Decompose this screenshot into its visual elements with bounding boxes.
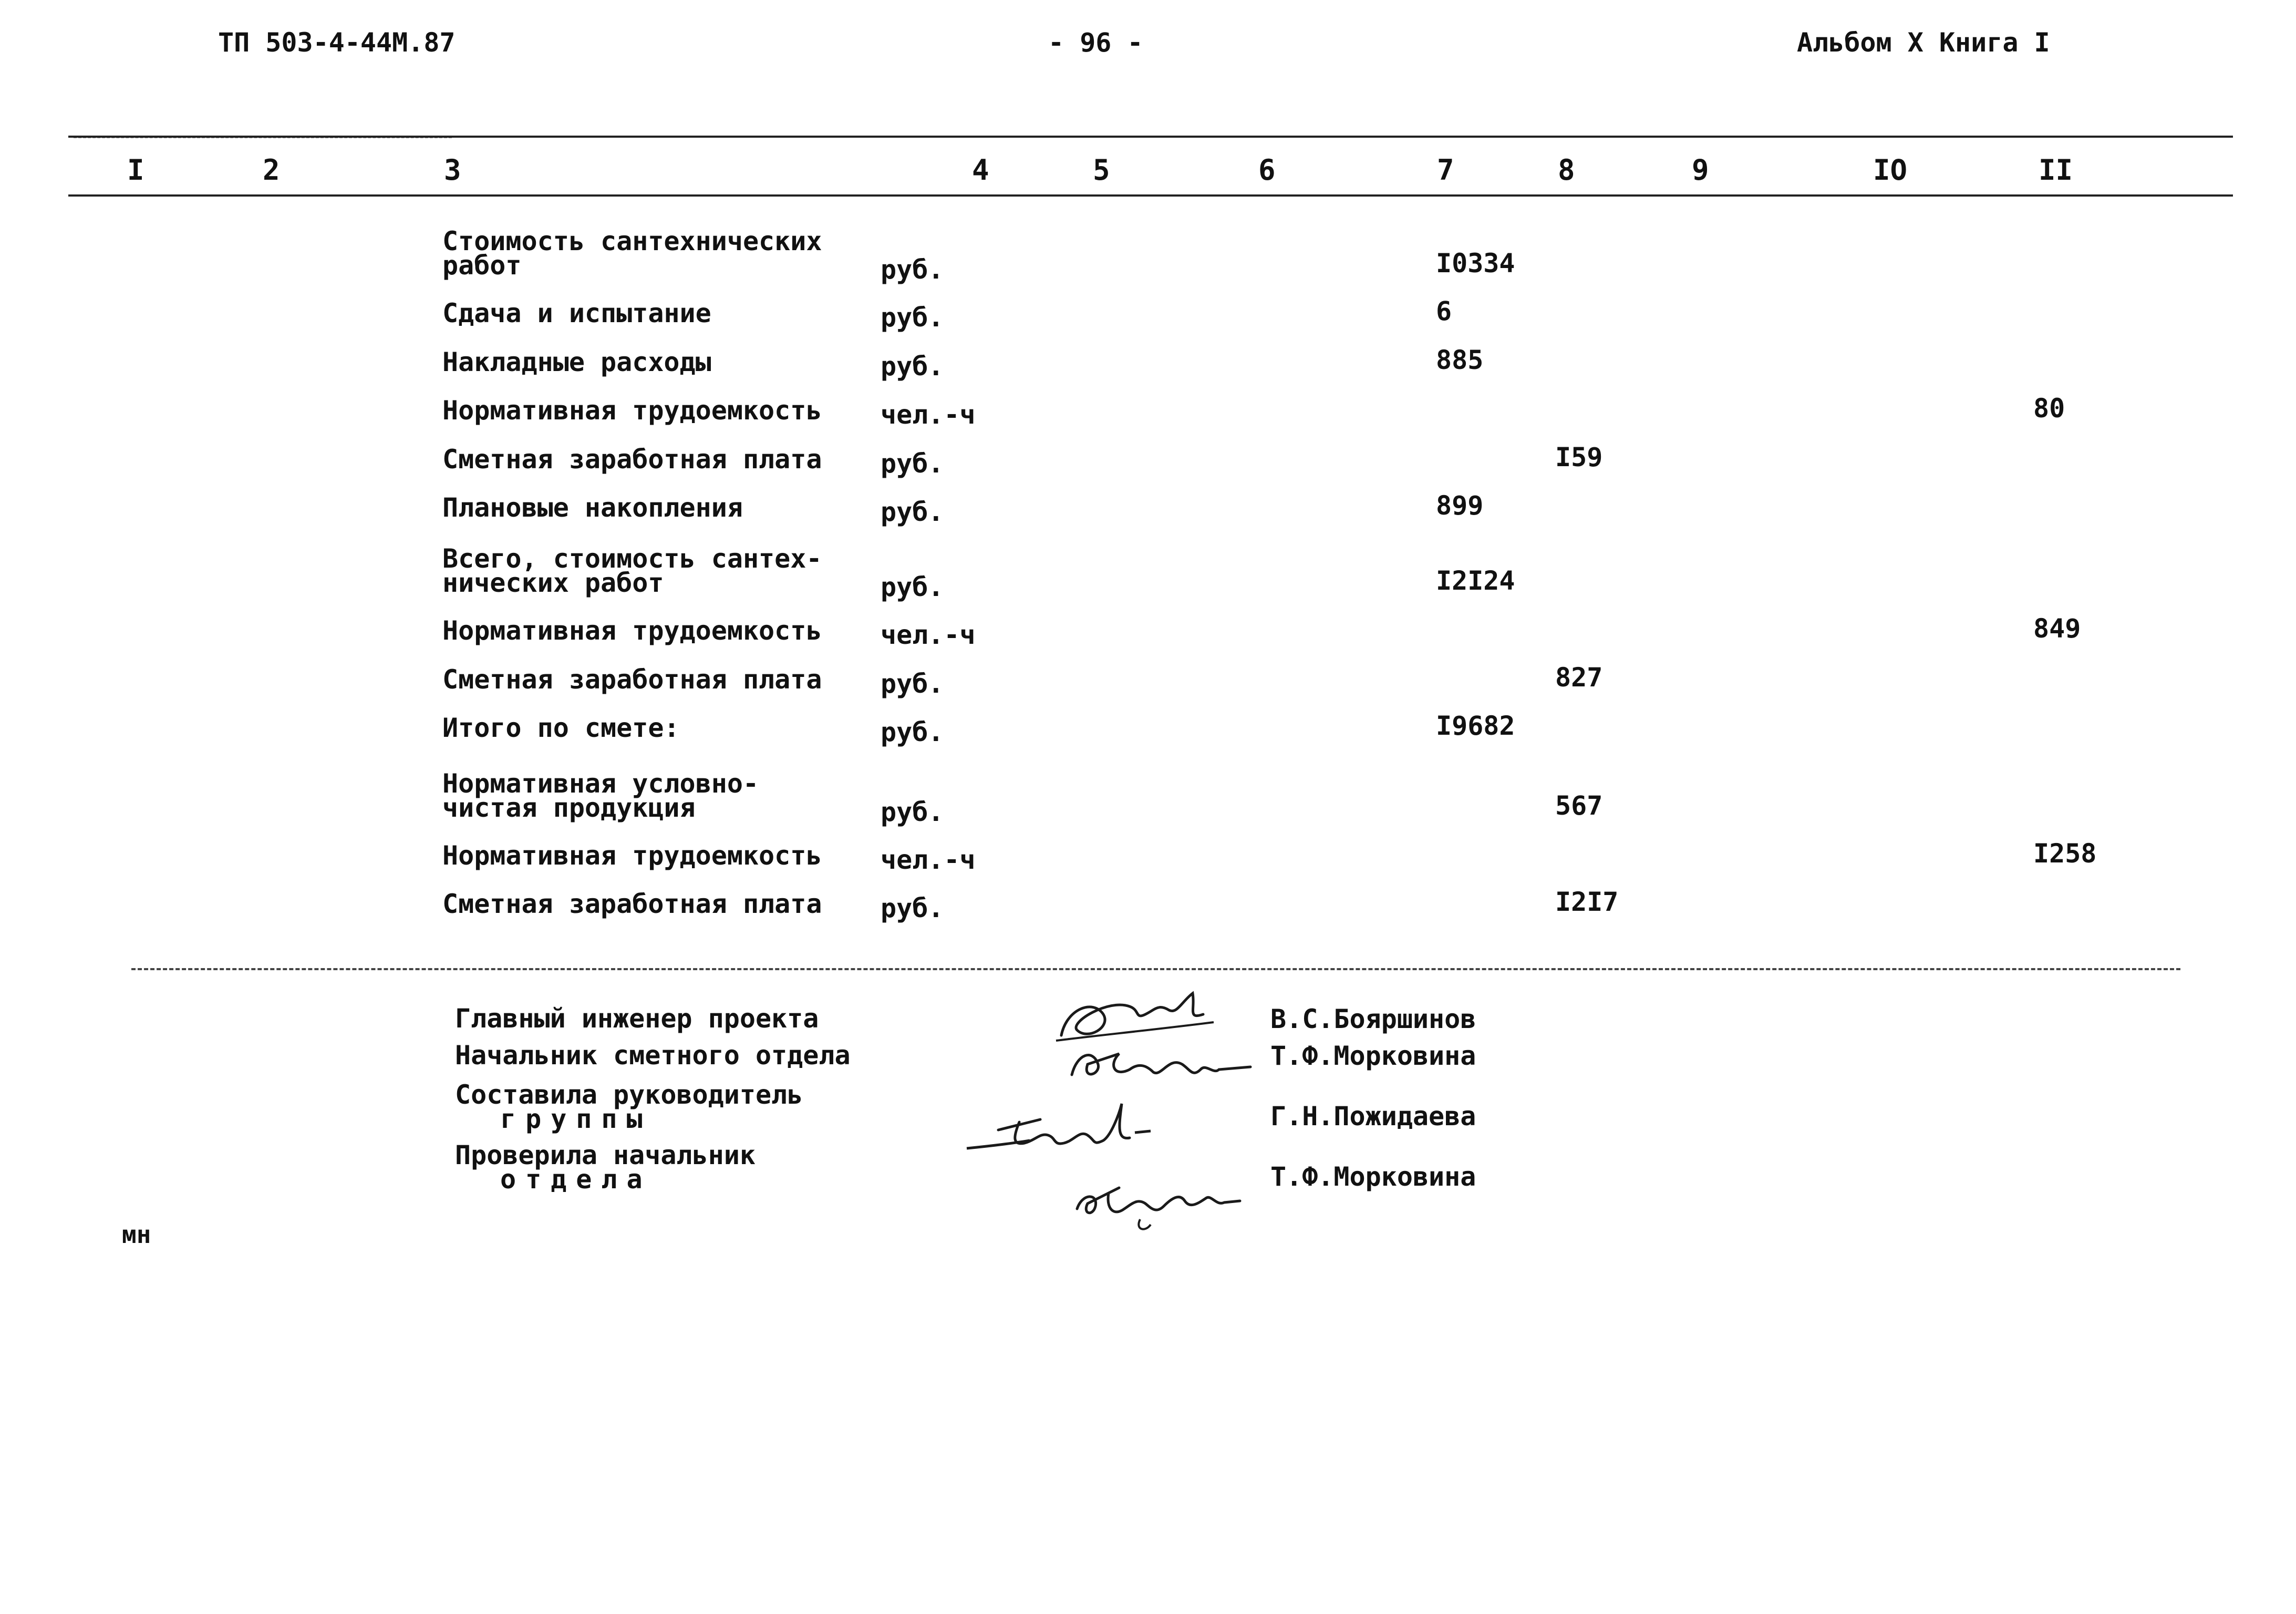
column-number: 8 [1558, 153, 1575, 187]
signature-3-icon [961, 1093, 1198, 1167]
column-number: 7 [1437, 153, 1454, 187]
row-unit: руб. [881, 302, 944, 333]
row-value-c7: I9682 [1436, 711, 1515, 741]
signatory-role-line: Составила руководитель [455, 1080, 803, 1110]
row-name: Всего, стоимость сантех- [442, 543, 822, 574]
row-name: Нормативная трудоемкость [442, 840, 822, 871]
document-code: ТП 503-4-44М.87 [218, 27, 456, 58]
signatory-role-line: отдела [500, 1164, 652, 1195]
signatory-name: В.С.Бояршинов [1270, 1004, 1476, 1034]
signatory-role [455, 1040, 851, 1071]
row-value-c7: 6 [1436, 296, 1452, 326]
row-unit: руб. [881, 448, 944, 479]
signatory-role [455, 1140, 756, 1195]
row-name: Плановые накопления [442, 492, 743, 523]
row-value-c11: 849 [2033, 613, 2081, 644]
row-value-c8: 827 [1555, 662, 1603, 693]
column-header-rule [68, 194, 2233, 197]
row-name: Итого по смете: [442, 713, 680, 743]
row-unit: чел.-ч [881, 399, 976, 430]
row-unit: чел.-ч [881, 845, 976, 875]
column-number: 3 [444, 153, 461, 187]
column-number: 6 [1258, 153, 1276, 187]
row-name: Сметная заработная плата [442, 444, 822, 475]
row-name: чистая продукция [442, 793, 696, 823]
column-number: I [127, 153, 144, 187]
row-unit: руб. [881, 669, 944, 699]
row-value-c11: I258 [2033, 838, 2097, 869]
signatory-role-line: Главный инженер проекта [455, 1003, 819, 1034]
signatory-name: Т.Ф.Морковина [1270, 1161, 1476, 1192]
column-number: 9 [1692, 153, 1709, 187]
row-name: Стоимость сантехнических [442, 226, 822, 256]
row-value-c7: 885 [1436, 345, 1484, 375]
row-name: Сметная заработная плата [442, 664, 822, 695]
row-value-c8: 567 [1555, 790, 1603, 821]
column-number: 4 [972, 153, 989, 187]
row-name: Сметная заработная плата [442, 889, 822, 919]
column-number: IO [1873, 153, 1908, 187]
column-number: 5 [1093, 153, 1110, 187]
row-unit: руб. [881, 572, 944, 602]
row-unit: руб. [881, 497, 944, 527]
signatory-role-line: Начальник сметного отдела [455, 1040, 851, 1071]
signatory-name: Т.Ф.Морковина [1270, 1041, 1476, 1071]
signature-4-icon [1067, 1156, 1256, 1235]
row-name: Нормативная условно- [442, 768, 759, 799]
row-unit: руб. [881, 717, 944, 747]
signature-separator [131, 968, 2180, 970]
signatory-role-line: Проверила начальник [455, 1140, 756, 1170]
row-unit: руб. [881, 351, 944, 382]
row-name: Сдача и испытание [442, 298, 711, 328]
row-value-c7: 899 [1436, 490, 1484, 521]
row-value-c7: I2I24 [1436, 566, 1515, 596]
row-value-c8: I2I7 [1555, 887, 1619, 917]
page-number: - 96 - [1048, 27, 1143, 58]
signature-2-icon [1061, 1033, 1261, 1091]
column-number: II [2039, 153, 2073, 187]
row-value-c11: 80 [2033, 393, 2065, 424]
album-book-label: Альбом Х Книга I [1797, 27, 2050, 58]
row-unit: руб. [881, 893, 944, 923]
row-name: Нормативная трудоемкость [442, 615, 822, 646]
corner-mark: мн [122, 1220, 151, 1249]
signatory-role-line: группы [500, 1104, 652, 1134]
row-name: Накладные расходы [442, 347, 711, 377]
row-name: нических работ [442, 568, 664, 598]
table-top-rule [68, 136, 2233, 138]
column-number: 2 [263, 153, 280, 187]
row-unit: руб. [881, 797, 944, 827]
row-value-c8: I59 [1555, 442, 1603, 472]
row-value-c7: I0334 [1436, 248, 1515, 279]
row-name: Нормативная трудоемкость [442, 395, 822, 426]
signatory-role [455, 1003, 819, 1034]
row-unit: чел.-ч [881, 620, 976, 650]
signatory-role [455, 1080, 803, 1134]
row-unit: руб. [881, 254, 944, 285]
signatory-name: Г.Н.Пожидаева [1270, 1101, 1476, 1132]
row-name: работ [442, 250, 522, 281]
